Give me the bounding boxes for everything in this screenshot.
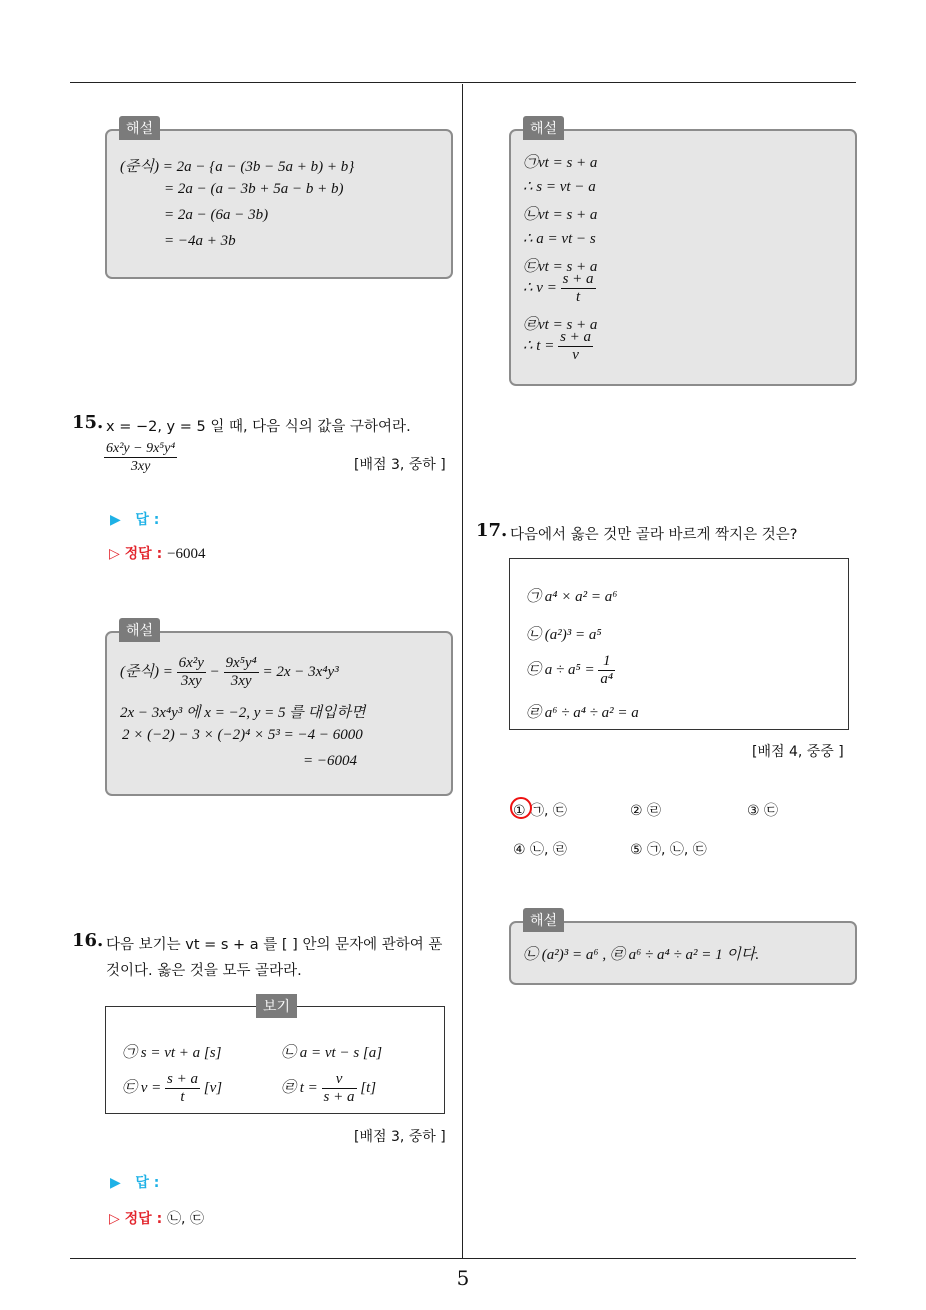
q15-solution-line-1: (준식) = $\frac{\text{6x²y}}{3xy}$ − $\frac{\text{9x⁵y⁴}}{3xy}$ = 2x − 3x⁴y³	[120, 655, 339, 689]
q17-meta: [배점 4, 중중 ]	[752, 744, 844, 760]
q16-item-1: ㉠ s = vt + a [s]	[122, 1045, 222, 1061]
q17-item-1: ㉠ a⁴ × a² = a⁶	[526, 589, 618, 605]
q16-solution-line-4: ∴ a = vt − s	[523, 231, 596, 247]
q16-question-line-2: 것이다. 옳은 것을 모두 골라라.	[106, 963, 302, 979]
q15-correct-label: 정답 :	[124, 546, 163, 562]
q17-number: 17.	[476, 520, 508, 541]
triangle-icon: ▷	[109, 546, 120, 562]
q14-solution-label: 해설	[119, 116, 160, 140]
q15-solution-box	[105, 631, 453, 796]
q17-item-3: ㉢ a ÷ a⁵ = $\frac{1}{\text{a⁴}}$	[526, 653, 614, 687]
q16-solution-line-2: ∴ s = vt − a	[523, 179, 596, 195]
q16-answer-label: 답 :	[135, 1175, 160, 1191]
q16-solution-line-5: ㉢vt = s + a	[523, 259, 598, 275]
selected-circle-icon	[510, 797, 532, 819]
bottom-rule	[70, 1258, 856, 1259]
q16-solution-line-8: ∴ t = $\frac{s + a}{v}$	[523, 329, 592, 363]
q16-number: 16.	[72, 930, 104, 951]
q16-question-line-1: 다음 보기는 vt = s + a 를 [ ] 안의 문자에 관하여 푼	[106, 937, 443, 953]
q17-solution-label: 해설	[523, 908, 564, 932]
q16-solution-line-1: ㉠vt = s + a	[523, 155, 598, 171]
page-number: 5	[456, 1266, 470, 1290]
q14-solution-line-2: = 2a − (a − 3b + 5a − b + b)	[164, 181, 344, 197]
q15-correct-value: −6004	[167, 546, 206, 562]
q17-example-box	[509, 558, 849, 730]
q17-choice-3[interactable]: ③ ㉢	[747, 803, 779, 819]
q15-solution-line-3: 2 × (−2) − 3 × (−2)⁴ × 5³ = −4 − 6000	[122, 727, 363, 743]
q17-item-4: ㉣ a⁶ ÷ a⁴ ÷ a² = a	[526, 705, 639, 721]
q16-correct-value: ㉡, ㉢	[167, 1211, 204, 1227]
q16-example-box	[105, 1006, 445, 1114]
play-icon: ▶	[110, 512, 121, 528]
q15-solution-label: 해설	[119, 618, 160, 642]
q15-expression: $\frac{\text{6x²y − 9x⁵y⁴}}{3xy}$	[106, 441, 176, 474]
q16-answer-row	[110, 1172, 159, 1192]
q17-solution-line: ㉡ (a²)³ = a⁶ , ㉣ a⁶ ÷ a⁴ ÷ a² = 1 이다.	[523, 947, 760, 963]
q17-choice-5[interactable]: ⑤ ㉠, ㉡, ㉢	[630, 842, 707, 858]
q15-solution-line-4: = −6004	[303, 753, 357, 769]
q16-solution-box	[509, 129, 857, 386]
q14-solution-line-3: = 2a − (6a − 3b)	[164, 207, 269, 223]
q14-solution-box	[105, 129, 453, 279]
q16-correct-row	[109, 1208, 204, 1228]
play-icon: ▶	[110, 1175, 121, 1191]
q15-answer-label: 답 :	[135, 512, 160, 528]
q14-solution-line-4: = −4a + 3b	[164, 233, 236, 249]
q16-item-2: ㉡ a = vt − s [a]	[281, 1045, 383, 1061]
q15-meta: [배점 3, 중하 ]	[354, 457, 446, 473]
q15-question: x = −2, y = 5 일 때, 다음 식의 값을 구하여라.	[106, 419, 411, 435]
q16-solution-line-3: ㉡vt = s + a	[523, 207, 598, 223]
top-rule	[70, 82, 856, 83]
q17-choice-2[interactable]: ② ㉣	[630, 803, 662, 819]
q15-number: 15.	[72, 412, 104, 433]
q16-item-4: ㉣ t = $\frac{v}{s + a}$ [t]	[281, 1071, 377, 1105]
q16-solution-line-7: ㉣vt = s + a	[523, 317, 598, 333]
q16-item-3: ㉢ v = $\frac{s + a}{t}$ [v]	[122, 1071, 223, 1105]
q17-choice-1[interactable]: ① ㉠, ㉢	[513, 803, 567, 819]
q15-correct-row	[109, 543, 206, 563]
q17-choice-4[interactable]: ④ ㉡, ㉣	[513, 842, 567, 858]
q16-solution-line-6: ∴ v = $\frac{s + a}{t}$	[523, 271, 594, 305]
q16-solution-label: 해설	[523, 116, 564, 140]
triangle-icon: ▷	[109, 1211, 120, 1227]
q15-answer-row	[110, 509, 159, 529]
q17-item-2: ㉡ (a²)³ = a⁵	[526, 627, 602, 643]
q17-question: 다음에서 옳은 것만 골라 바르게 짝지은 것은?	[510, 527, 798, 543]
q16-correct-label: 정답 :	[124, 1211, 163, 1227]
q14-solution-line-1: (준식) = 2a − {a − (3b − 5a + b) + b}	[120, 159, 355, 175]
q15-solution-line-2: 2x − 3x⁴y³ 에 x = −2, y = 5 를 대입하면	[120, 705, 366, 721]
column-divider	[462, 84, 463, 1259]
q16-example-label: 보기	[256, 994, 297, 1018]
q16-meta: [배점 3, 중하 ]	[354, 1129, 446, 1145]
